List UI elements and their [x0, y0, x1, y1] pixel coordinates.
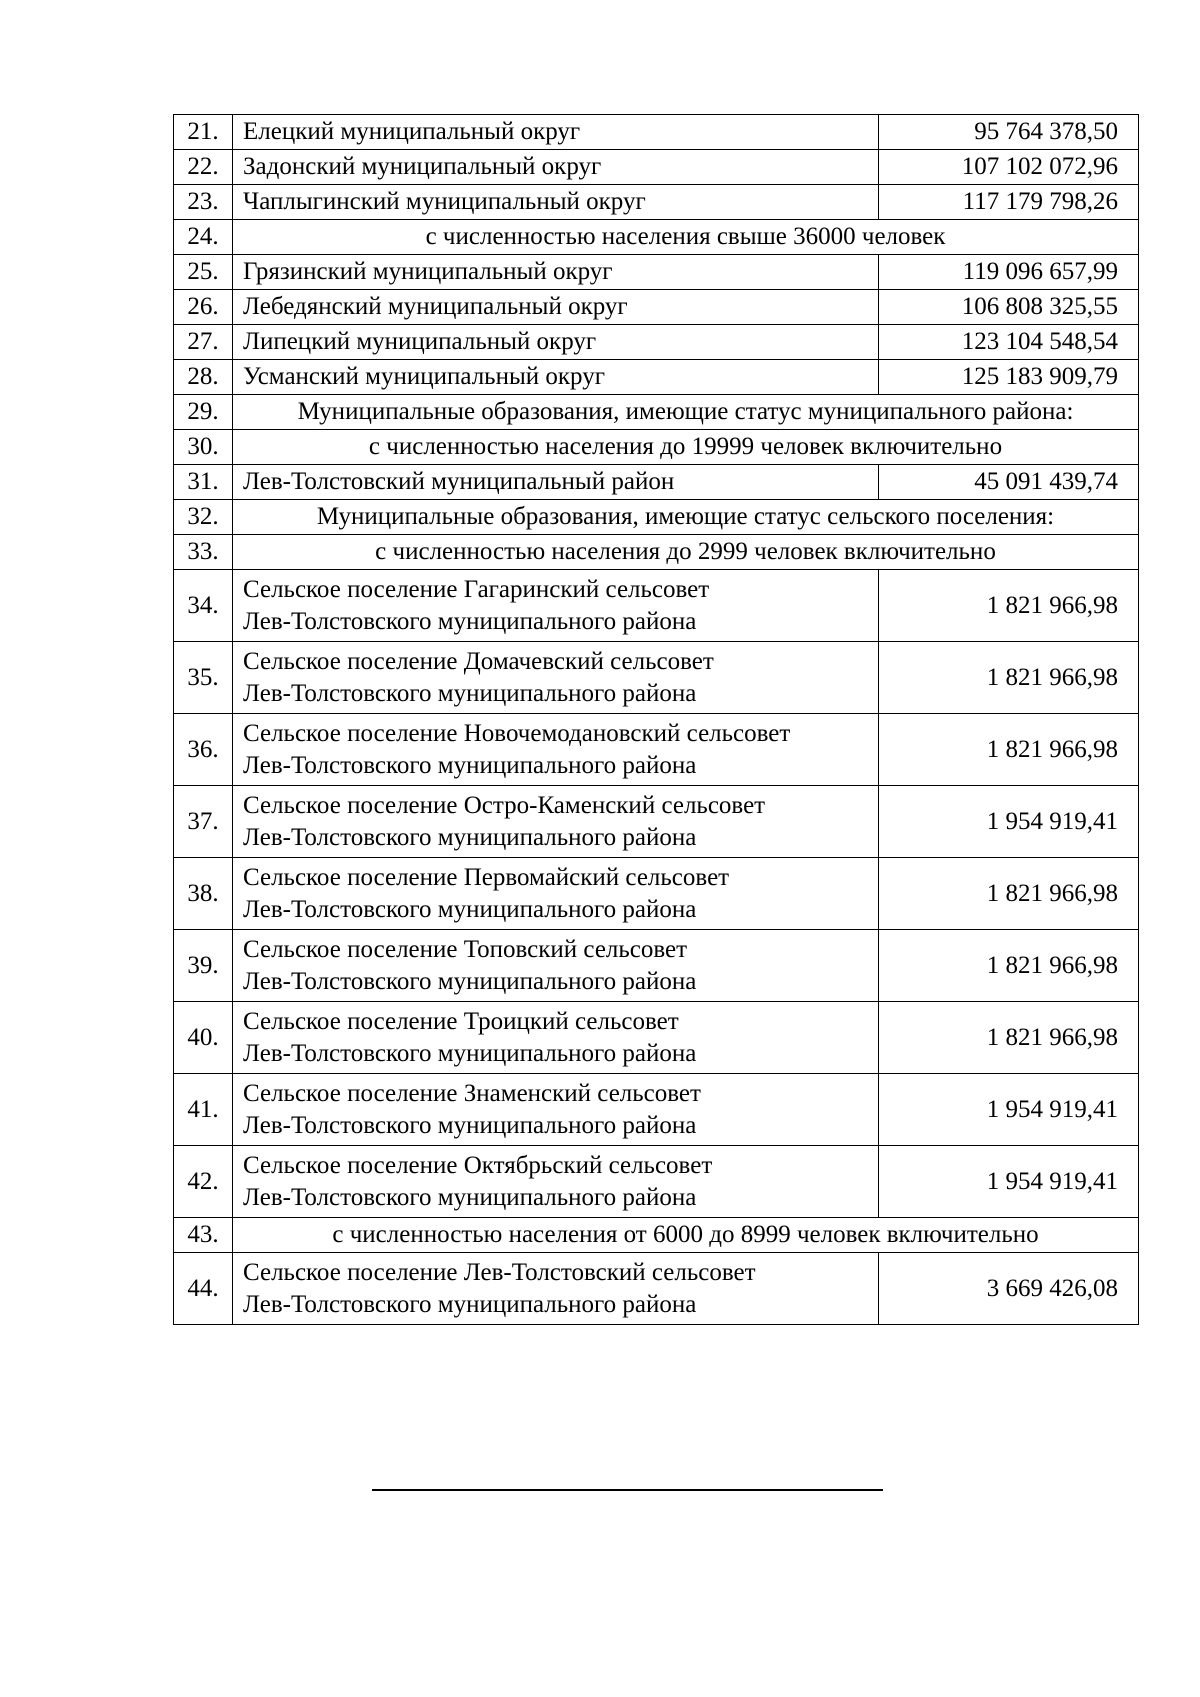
amount: 45 091 439,74 [879, 465, 1139, 500]
municipality-name-line-1: Сельское поселение Первомайский сельсовет [243, 863, 730, 891]
municipality-name-line-1: Сельское поселение Новочемодановский сельсовет [243, 719, 791, 747]
row-number: 29. [174, 395, 233, 430]
municipality-name-line-1: Сельское поселение Домачевский сельсовет [243, 647, 714, 675]
municipality-name: Задонский муниципальный округ [233, 150, 879, 185]
row-number: 31. [174, 465, 233, 500]
table-row [174, 930, 1139, 1002]
table-row [174, 858, 1139, 930]
municipality-name-line-1: Сельское поселение Гагаринский сельсовет [243, 575, 710, 603]
municipality-name [233, 1146, 879, 1218]
row-number: 30. [174, 430, 233, 465]
amount: 95 764 378,50 [879, 115, 1139, 150]
municipality-name: Чаплыгинский муниципальный округ [233, 185, 879, 220]
table-row [174, 290, 1139, 325]
row-number: 36. [174, 714, 233, 786]
amount: 1 954 919,41 [879, 1074, 1139, 1146]
municipality-name: Елецкий муниципальный округ [233, 115, 879, 150]
municipality-name-line-2: Лев-Толстовского муниципального района [243, 751, 697, 779]
table-row [174, 325, 1139, 360]
section-heading-row [174, 220, 1139, 255]
municipality-name [233, 1253, 879, 1325]
municipality-name-line-1: Сельское поселение Троицкий сельсовет [243, 1007, 679, 1035]
municipality-name-line-1: Сельское поселение Лев-Толстовский сельсовет [243, 1258, 756, 1286]
table-row [174, 185, 1139, 220]
municipality-name [233, 786, 879, 858]
table-row [174, 255, 1139, 290]
section-heading: с численностью населения от 6000 до 8999 человек включительно [233, 1218, 1139, 1253]
amount: 1 821 966,98 [879, 642, 1139, 714]
table-row [174, 1146, 1139, 1218]
table-row [174, 360, 1139, 395]
municipality-name-line-2: Лев-Толстовского муниципального района [243, 1111, 697, 1139]
table-row [174, 1253, 1139, 1325]
municipality-name: Усманский муниципальный округ [233, 360, 879, 395]
section-heading: Муниципальные образования, имеющие статус муниципального района: [233, 395, 1139, 430]
municipality-name-line-2: Лев-Толстовского муниципального района [243, 1183, 697, 1211]
amount: 1 821 966,98 [879, 930, 1139, 1002]
row-number: 27. [174, 325, 233, 360]
municipality-name [233, 1002, 879, 1074]
table-row [174, 1074, 1139, 1146]
table-row [174, 465, 1139, 500]
amount: 1 821 966,98 [879, 858, 1139, 930]
table-row [174, 115, 1139, 150]
row-number: 24. [174, 220, 233, 255]
row-number: 37. [174, 786, 233, 858]
municipality-name-line-2: Лев-Толстовского муниципального района [243, 1290, 697, 1318]
table-row [174, 570, 1139, 642]
row-number: 21. [174, 115, 233, 150]
section-heading-row [174, 500, 1139, 535]
municipality-name-line-2: Лев-Толстовского муниципального района [243, 823, 697, 851]
municipality-name-line-2: Лев-Толстовского муниципального района [243, 607, 697, 635]
municipality-name [233, 570, 879, 642]
amount: 1 954 919,41 [879, 1146, 1139, 1218]
row-number: 38. [174, 858, 233, 930]
municipality-name-line-2: Лев-Толстовского муниципального района [243, 679, 697, 707]
municipality-name [233, 858, 879, 930]
amount: 107 102 072,96 [879, 150, 1139, 185]
municipality-name-line-1: Сельское поселение Остро-Каменский сельсовет [243, 791, 766, 819]
amount: 3 669 426,08 [879, 1253, 1139, 1325]
row-number: 33. [174, 535, 233, 570]
municipality-name [233, 714, 879, 786]
municipality-name: Грязинский муниципальный округ [233, 255, 879, 290]
municipality-name-line-1: Сельское поселение Топовский сельсовет [243, 935, 688, 963]
section-heading: с численностью населения до 19999 человек включительно [233, 430, 1139, 465]
municipality-name: Лев-Толстовский муниципальный район [233, 465, 879, 500]
municipality-name-line-2: Лев-Толстовского муниципального района [243, 895, 697, 923]
section-heading: Муниципальные образования, имеющие статус сельского поселения: [233, 500, 1139, 535]
amount: 119 096 657,99 [879, 255, 1139, 290]
section-heading: с численностью населения свыше 36000 человек [233, 220, 1139, 255]
amount: 123 104 548,54 [879, 325, 1139, 360]
municipality-name: Липецкий муниципальный округ [233, 325, 879, 360]
amount: 106 808 325,55 [879, 290, 1139, 325]
amount: 1 954 919,41 [879, 786, 1139, 858]
municipality-name: Лебедянский муниципальный округ [233, 290, 879, 325]
row-number: 43. [174, 1218, 233, 1253]
table-row [174, 786, 1139, 858]
row-number: 39. [174, 930, 233, 1002]
municipality-name-line-1: Сельское поселение Октябрьский сельсовет [243, 1151, 713, 1179]
table-row [174, 714, 1139, 786]
municipality-name-line-2: Лев-Толстовского муниципального района [243, 967, 697, 995]
row-number: 32. [174, 500, 233, 535]
amount: 117 179 798,26 [879, 185, 1139, 220]
section-heading-row [174, 430, 1139, 465]
section-heading-row [174, 395, 1139, 430]
municipality-name-line-1: Сельское поселение Знаменский сельсовет [243, 1079, 701, 1107]
row-number: 44. [174, 1253, 233, 1325]
amount: 125 183 909,79 [879, 360, 1139, 395]
table-body [174, 115, 1139, 1325]
allocation-table [173, 114, 1139, 1325]
table-row [174, 150, 1139, 185]
row-number: 34. [174, 570, 233, 642]
row-number: 41. [174, 1074, 233, 1146]
municipality-name [233, 642, 879, 714]
table-row [174, 1002, 1139, 1074]
section-heading: с численностью населения до 2999 человек включительно [233, 535, 1139, 570]
row-number: 42. [174, 1146, 233, 1218]
row-number: 28. [174, 360, 233, 395]
row-number: 26. [174, 290, 233, 325]
section-heading-row [174, 1218, 1139, 1253]
amount: 1 821 966,98 [879, 1002, 1139, 1074]
amount: 1 821 966,98 [879, 570, 1139, 642]
row-number: 22. [174, 150, 233, 185]
row-number: 35. [174, 642, 233, 714]
end-of-document-rule [372, 1489, 883, 1491]
amount: 1 821 966,98 [879, 714, 1139, 786]
municipality-name-line-2: Лев-Толстовского муниципального района [243, 1039, 697, 1067]
row-number: 25. [174, 255, 233, 290]
municipality-name [233, 930, 879, 1002]
row-number: 40. [174, 1002, 233, 1074]
row-number: 23. [174, 185, 233, 220]
municipality-name [233, 1074, 879, 1146]
section-heading-row [174, 535, 1139, 570]
table-row [174, 642, 1139, 714]
